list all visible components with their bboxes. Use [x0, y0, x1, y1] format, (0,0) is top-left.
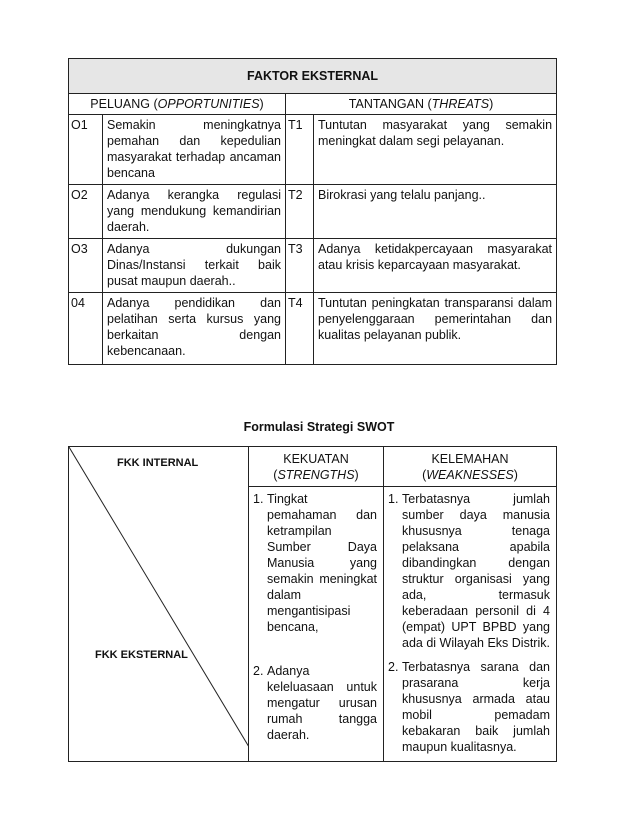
- list-item: 2. Terbatasnya sarana dan prasarana kerja khususnya armada atau mobil pemadam kebakaran baik jumlah maupun kualitasnya.: [388, 660, 550, 754]
- opportunity-code: 04: [69, 293, 103, 365]
- opportunity-code: O1: [69, 115, 103, 185]
- fkk-eksternal-label: FKK EKSTERNAL: [95, 649, 188, 661]
- strengths-header: KEKUATAN (STRENGTHS): [249, 447, 384, 487]
- threat-text: Adanya ketidakpercayaan masyarakat atau krisis keparcayaan masyarakat.: [314, 239, 557, 293]
- swot-table: [68, 446, 557, 762]
- weaknesses-list: [384, 487, 557, 762]
- threat-code: T1: [286, 115, 314, 185]
- threat-code: T3: [286, 239, 314, 293]
- opportunity-code: O3: [69, 239, 103, 293]
- diagonal-line: [69, 447, 249, 747]
- table-row: [69, 239, 557, 293]
- opportunity-text: Adanya pendidikan dan pelatihan serta kursus yang berkaitan dengan kebencanaan.: [103, 293, 286, 365]
- list-item: 1. Tingkat pemahaman dan ketrampilan Sumber Daya Manusia yang semakin meningkat dalam mengantisipasi bencana,: [253, 492, 377, 634]
- threat-text: Tuntutan peningkatan transparansi dalam penyelenggaraan pemerintahan dan kualitas pelayanan publik.: [314, 293, 557, 365]
- threat-code: T2: [286, 185, 314, 239]
- list-item: 2. Adanya keleluasaan untuk mengatur urusan rumah tangga daerah.: [253, 664, 377, 742]
- fkk-internal-label: FKK INTERNAL: [117, 457, 199, 469]
- opportunity-text: Adanya dukungan Dinas/Instansi terkait baik pusat maupun daerah..: [103, 239, 286, 293]
- fkk-diagonal-cell: [69, 447, 249, 762]
- list-item: 1. Terbatasnya jumlah sumber daya manusia khususnya tenaga pelaksana apabila dibandingkan dengan struktur organisasi yang ada, termasuk keberadaan personil di 4 (empat) UPT BPBD yang ada di Wilayah Eks Distrik.: [388, 492, 550, 650]
- table-row: [69, 115, 557, 185]
- opportunities-header: PELUANG (OPPORTUNITIES): [69, 94, 286, 115]
- threat-text: Birokrasi yang telalu panjang..: [314, 185, 557, 239]
- threat-text: Tuntutan masyarakat yang semakin meningkat dalam segi pelayanan.: [314, 115, 557, 185]
- table-title: FAKTOR EKSTERNAL: [69, 59, 557, 94]
- table-row: [69, 185, 557, 239]
- table-row: [69, 293, 557, 365]
- opportunity-code: O2: [69, 185, 103, 239]
- weaknesses-header: KELEMAHAN (WEAKNESSES): [384, 447, 557, 487]
- swot-title: Formulasi Strategi SWOT: [243, 420, 395, 434]
- threats-header: TANTANGAN (THREATS): [286, 94, 557, 115]
- threat-code: T4: [286, 293, 314, 365]
- strengths-list: [249, 487, 384, 762]
- opportunity-text: Adanya kerangka regulasi yang mendukung kemandirian daerah.: [103, 185, 286, 239]
- opportunity-text: Semakin meningkatnya pemahan dan kepedulian masyarakat terhadap ancaman bencana: [103, 115, 286, 185]
- faktor-eksternal-table: [68, 58, 557, 365]
